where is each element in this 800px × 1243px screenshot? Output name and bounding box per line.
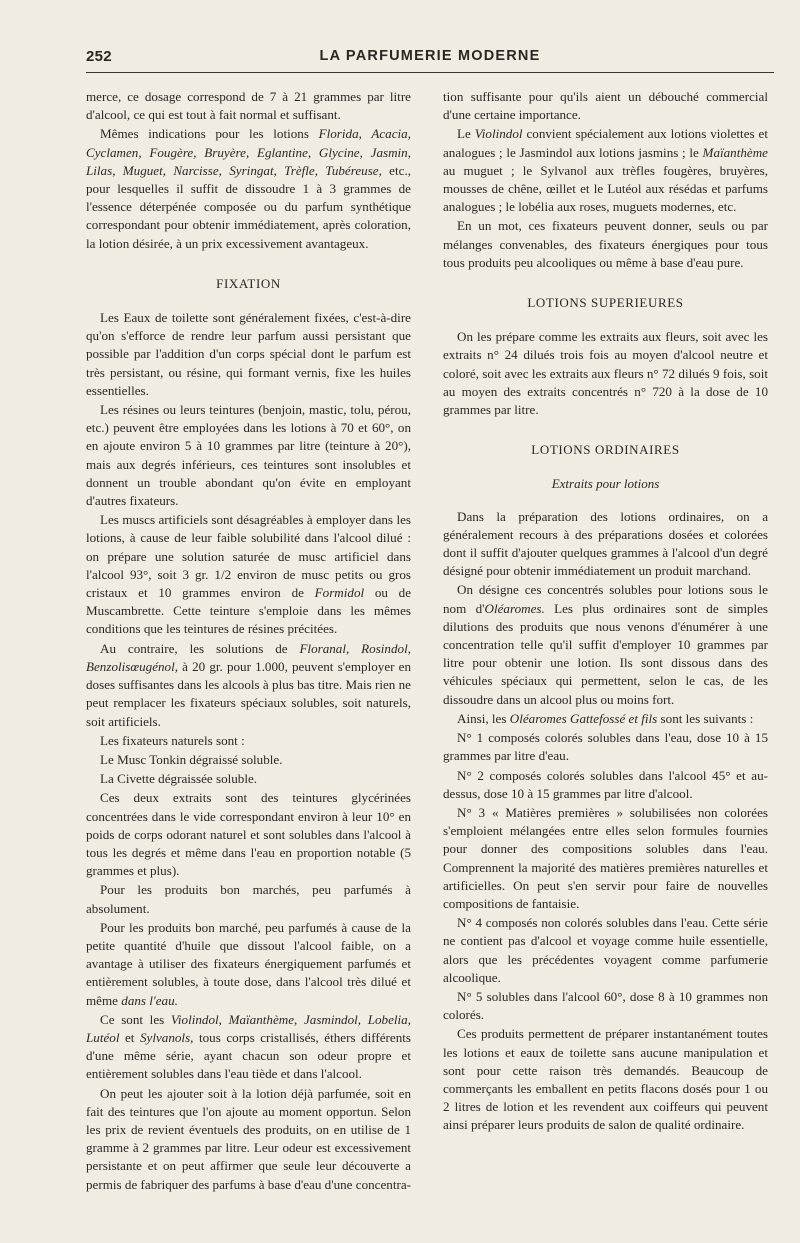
paragraph: Le Violindol convient spécialement aux lotions violettes et analogues ; le Jasmindol aux lotions jasmins ; le Maïanthème au muguet ; le Sylvanol aux trèfles fougères, bruyères, mousses de chêne, œillet et le Lutéol aux résédas et parfums analogues ; le lobélia aux roses, muguets modernes, etc.	[443, 126, 768, 215]
paragraph: merce, ce dosage correspond de 7 à 21 grammes par litre d'alcool, ce qui est tout à fait normal et suffisant.	[86, 89, 411, 123]
running-title: LA PARFUMERIE MODERNE	[319, 48, 541, 64]
paragraph: Les fixateurs naturels sont :	[100, 732, 245, 748]
paragraph: On peut les ajouter soit à la lotion déjà parfumée, soit en fait des teintures que l'on ajoute au moment opportun. Selon les prix de revient éventuels des produits, on en utilise de 1 gramme à 2 grammes par litre. Leur odeur est excessivement persistante et on peut affirmer que seule leur découverte a permis de fabriquer des parfums à base d'eau d'une concentra-	[86, 1085, 412, 1192]
paragraph: Ces deux extraits sont des teintures glycérinées concentrées dans le vide correspondant environ à leur 10° en poids de corps odorant naturel et sont solubles dans l'alcool à tous les degrés et même dans l'eau en proportion notable (5 grammes et plus).	[86, 790, 411, 879]
left-column	[86, 88, 411, 1195]
paragraph: Les résines ou leurs teintures (benjoin, mastic, tolu, pérou, etc.) peuvent être employées dans les lotions à 70 et 60°, on en ajoute environ 5 à 10 grammes par litre (teinture à 20°), mais aux degrés inférieurs, ces teintures sont insolubles et donnent un trouble abondant qu'on évite en employant d'autres fixateurs.	[86, 402, 411, 509]
paragraph: La Civette dégraissée soluble.	[100, 771, 258, 787]
paragraph: Dans la préparation des lotions ordinaires, on a généralement recours à des préparations dosées et colorées dont il suffit d'ajouter quelques grammes à l'alcool d'un degré désigné pour obtenir immédiatement un produit marchand.	[443, 508, 768, 579]
paragraph: N° 3 « Matières premières » solubilisées non colorées s'emploient mélangées entre elles selon formules fournies pour donner des compositions solubles dans l'eau. Comprennent la majorité des matières premières naturelles et artificielles. On peut s'en servir pour faire de nouvelles compositions de fantaisie.	[443, 804, 768, 911]
paragraph: N° 1 composés colorés solubles dans l'eau, dose 10 à 15 grammes par litre d'eau.	[443, 730, 768, 764]
paragraph: tion suffisante pour qu'ils aient un débouché commercial d'une certaine importance.	[443, 89, 768, 123]
paragraph: Ainsi, les Oléaromes Gattefossé et fils sont les suivants :	[457, 710, 754, 726]
paragraph: On les prépare comme les extraits aux fleurs, soit avec les extraits n° 24 dilués trois fois au moyen d'alcool neutre et coloré, soit avec les extraits aux fleurs n° 72 dilués 9 fois, soit au moyen des extraits concentrés n° 720 à la dose de 10 grammes par litre.	[443, 329, 768, 418]
paragraph: Les muscs artificiels sont désagréables à employer dans les lotions, à cause de leur faible solubilité dans l'alcool dilué : on prépare une solution saturée de musc artificiel dans l'alcool 93°, soit 3 gr. 1/2 environ de musc petits ou gros cristaux et 10 grammes environ de Formidol ou de Muscambrette. Cette teinture s'emploie dans les mêmes conditions que les teintures de résines précitées.	[86, 512, 412, 637]
paragraph: On désigne ces concentrés solubles pour lotions sous le nom d'Oléaromes. Les plus ordinaires sont de simples dilutions des produits que nous venons d'énumérer à une concentration telle qu'il suffit d'employer 10 grammes par litre pour obtenir une lotion. Ils sont dissous dans des véhicules spéciaux qui permettent, selon le cas, de les dissoudre dans un alcool plus ou moins fort.	[443, 582, 768, 707]
subheading-extraits: Extraits pour lotions	[551, 476, 660, 492]
header-rule	[86, 72, 774, 73]
page-number: 252	[86, 48, 112, 65]
paragraph: N° 5 solubles dans l'alcool 60°, dose 8 à 10 grammes non colorés.	[443, 988, 768, 1023]
paragraph: En un mot, ces fixateurs peuvent donner, seuls ou par mélanges convenables, des fixateurs énergiques pour tous tous produits peu alcooliques ou même à base d'eau pure.	[443, 218, 768, 270]
page-header	[86, 48, 774, 72]
paragraph: Au contraire, les solutions de Floranal, Rosindol, Benzolisœugénol, à 20 gr. pour 1.000, peuvent s'employer en doses suffisantes dans les alcools à plus bas titre. Mais rien ne peut remplacer les fixateurs spéciaux solubles, soit naturels, soit artificiels.	[86, 640, 411, 729]
paragraph: N° 4 composés non colorés solubles dans l'eau. Cette série ne contient pas d'alcool et voyage comme huile essentielle, alors que les précédentes voyagent comme parfumerie alcoolique.	[443, 915, 768, 985]
paragraph: Les Eaux de toilette sont généralement fixées, c'est-à-dire qu'on s'efforce de rendre leur parfum aussi persistant que possible par l'addition d'un corps spécial dont le parfum est très persistant, ou résine, qui formant vernis, fixe les huiles essentielles.	[86, 310, 411, 398]
paragraph: Pour les produits bon marché, peu parfumés à cause de la petite quantité d'huile que dissout l'alcool faible, on a avantage à utiliser des fixateurs énergiquement parfumés et entièrement solubles, à toute dose, dans l'alcool très dilué et même dans l'eau.	[86, 919, 411, 1008]
paragraph: N° 2 composés colorés solubles dans l'alcool 45° et au-dessus, dose 10 à 15 grammes par litre d'alcool.	[443, 767, 768, 801]
paragraph: Mêmes indications pour les lotions Florida, Acacia, Cyclamen, Fougère, Bruyère, Eglantine, Glycine, Jasmin, Lilas, Muguet, Narcisse, Syringat, Trèfle, Tubéreuse, etc., pour lesquelles il suffit de dissoudre 1 à 3 grammes de l'essence déterpénée composée ou du parfum synthétique correspondant pour obtenir immédiatement, après coloration, la lotion désirée, à un prix excessivement avantageux.	[86, 126, 411, 251]
section-heading-lotions-superieures: LOTIONS SUPERIEURES	[527, 295, 684, 311]
paragraph: Pour les produits bon marchés, peu parfumés à absolument.	[86, 882, 411, 916]
section-heading-lotions-ordinaires: LOTIONS ORDINAIRES	[531, 442, 680, 458]
paragraph: Le Musc Tonkin dégraissé soluble.	[100, 751, 283, 767]
paragraph: Ces produits permettent de préparer instantanément toutes les lotions et eaux de toilette sans aucune manipulation et sont pour cette raison très demandés. Beaucoup de commerçants les emballent en petits flacons dosés pour 1 ou 2 litres de lotion et les revendent aux coiffeurs qui peuvent ainsi préparer leurs produits de salon de qualité ordinaire.	[443, 1026, 768, 1133]
paragraph: Ce sont les Violindol, Maïanthème, Jasmindol, Lobelia, Lutéol et Sylvanols, tous corps cristallisés, éthers différents d'une même série, ayant chacun son odeur propre et entièrement solubles dans l'eau tiède et dans l'alcool.	[86, 1011, 412, 1082]
right-column	[443, 88, 768, 1136]
section-heading-fixation: FIXATION	[216, 275, 281, 291]
